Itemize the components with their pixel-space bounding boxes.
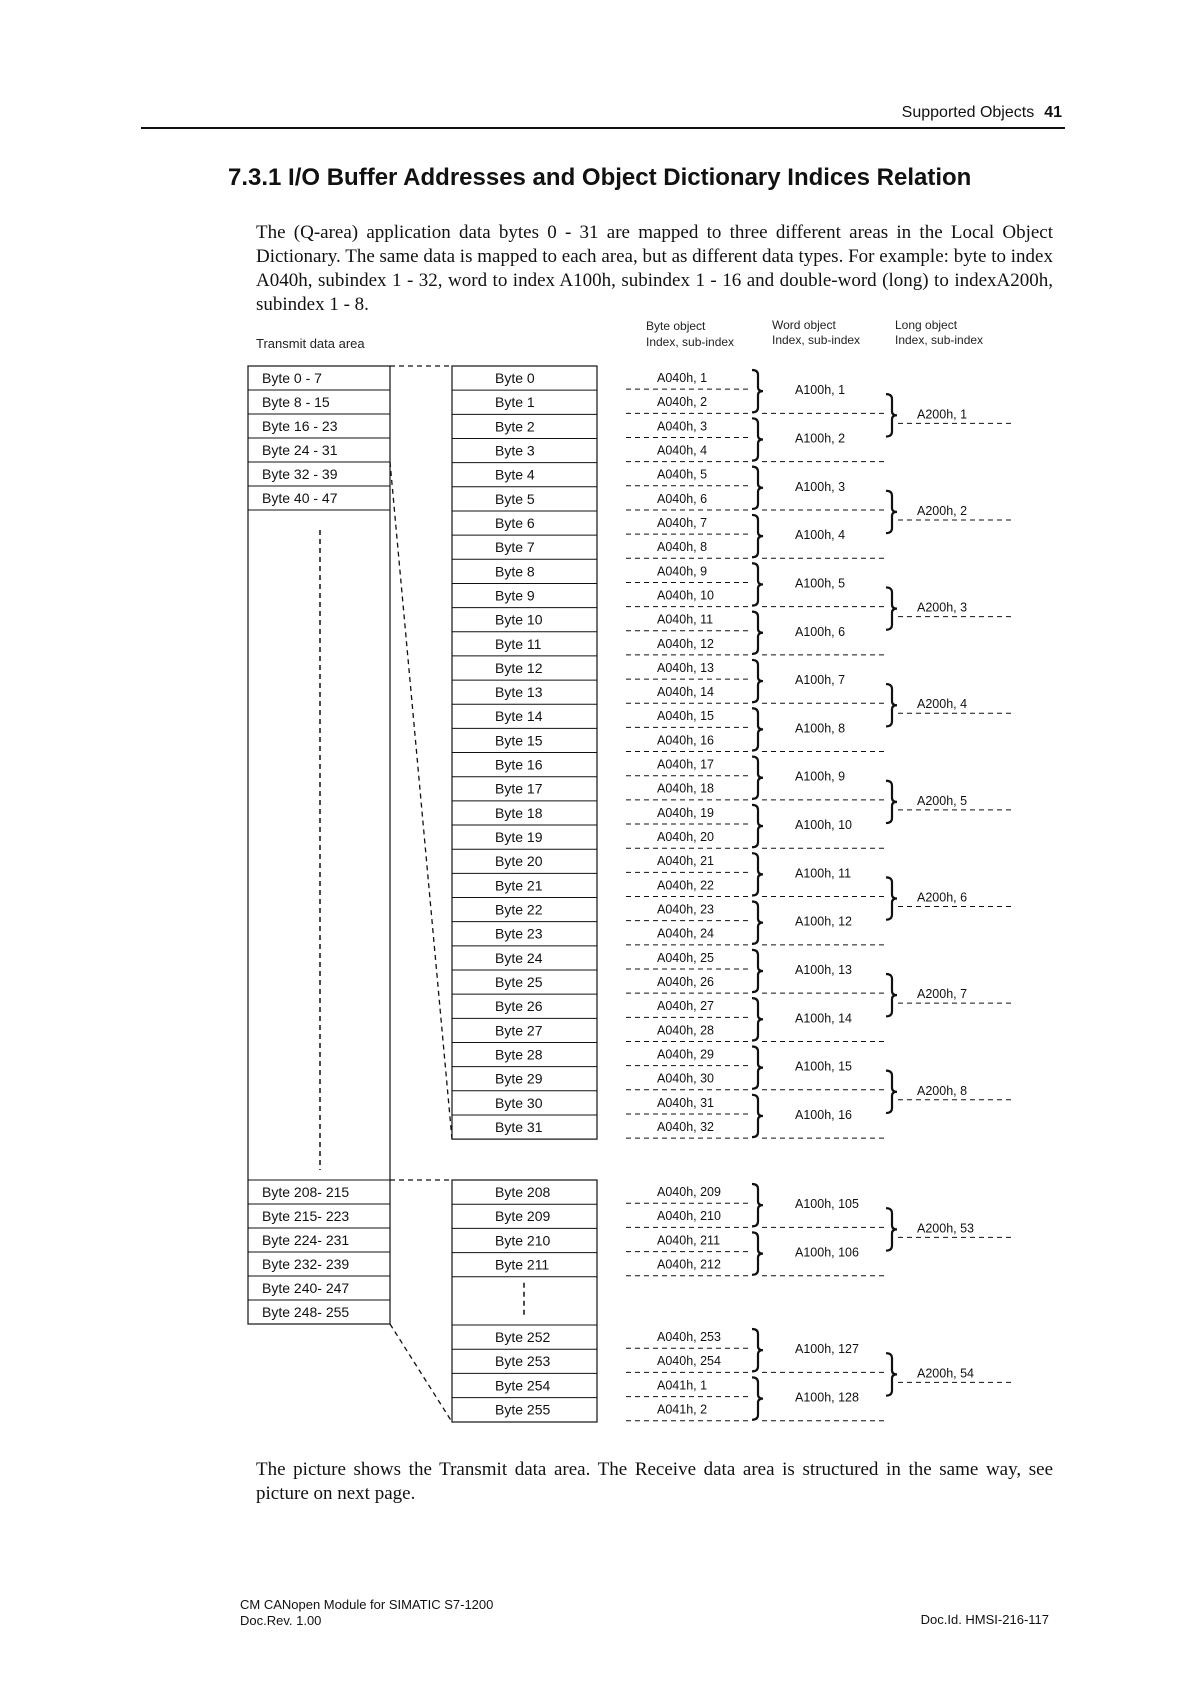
long-brace	[886, 1071, 897, 1113]
word-object-index: A100h, 11	[795, 866, 852, 881]
byte-object-index: A040h, 26	[657, 975, 714, 989]
word-object-index: A100h, 2	[795, 431, 846, 446]
word-brace	[752, 950, 763, 992]
byte-object-header: Byte object	[646, 319, 706, 333]
transmit-row-label: Byte 215- 223	[262, 1208, 350, 1224]
word-brace	[752, 515, 763, 557]
transmit-row-label: Byte 32 - 39	[262, 466, 338, 482]
long-brace	[886, 1353, 897, 1395]
footer-doc-id: Doc.Id. HMSI-216-117	[920, 1612, 1049, 1627]
long-brace	[886, 781, 897, 823]
long-object-index: A200h, 53	[917, 1221, 974, 1236]
long-brace	[886, 684, 897, 726]
long-object-index: A200h, 7	[917, 987, 968, 1002]
byte-row-label: Byte 253	[495, 1353, 551, 1370]
word-brace	[752, 1184, 763, 1226]
byte-object-index: A040h, 24	[657, 926, 714, 941]
byte-row-label: Byte 22	[495, 901, 543, 918]
transmit-row-label: Byte 224- 231	[262, 1232, 350, 1248]
byte-row-label: Byte 5	[495, 490, 535, 507]
byte-object-subheader: Index, sub-index	[646, 335, 735, 349]
byte-object-index: A040h, 16	[657, 733, 714, 748]
byte-object-index: A040h, 27	[657, 999, 714, 1014]
long-object-index: A200h, 6	[917, 890, 968, 905]
byte-object-index: A040h, 31	[657, 1095, 714, 1110]
long-object-index: A200h, 1	[917, 407, 968, 422]
byte-row-label: Byte 2	[495, 418, 535, 435]
long-object-index: A200h, 2	[917, 503, 968, 518]
word-object-index: A100h, 8	[795, 721, 846, 736]
byte-object-index: A040h, 32	[657, 1119, 714, 1134]
byte-row-label: Byte 211	[495, 1256, 550, 1273]
closing-paragraph: The picture shows the Transmit data area. The Receive data area is structured in the same way, see picture on next page.	[256, 1459, 1053, 1504]
footer-product: CM CANopen Module for SIMATIC S7-1200	[240, 1597, 494, 1612]
transmit-row-label: Byte 208- 215	[262, 1184, 350, 1200]
long-object-subheader: Index, sub-index	[895, 333, 984, 347]
word-object-index: A100h, 127	[795, 1342, 859, 1357]
word-object-index: A100h, 5	[795, 576, 846, 591]
byte-object-index: A040h, 20	[657, 830, 714, 845]
transmit-row-label: Byte 232- 239	[262, 1256, 350, 1272]
byte-row-label: Byte 254	[495, 1377, 551, 1394]
word-brace	[752, 853, 763, 895]
word-brace	[752, 805, 763, 847]
footer-left	[240, 1597, 493, 1629]
long-object-index: A200h, 4	[917, 697, 968, 712]
byte-row-label: Byte 252	[495, 1329, 551, 1345]
byte-object-index: A040h, 13	[657, 660, 714, 675]
word-object-index: A100h, 106	[795, 1245, 859, 1260]
word-object-header: Word object	[772, 318, 836, 332]
byte-row-label: Byte 23	[495, 925, 543, 942]
byte-object-index: A041h, 2	[657, 1402, 708, 1417]
byte-object-index: A040h, 15	[657, 709, 714, 724]
byte-object-index: A040h, 212	[657, 1257, 721, 1272]
byte-object-index: A040h, 3	[657, 419, 708, 434]
word-brace	[752, 370, 763, 412]
word-brace	[752, 467, 763, 509]
transmit-row-label: Byte 24 - 31	[262, 442, 338, 458]
byte-row-label: Byte 210	[495, 1232, 551, 1249]
byte-object-index: A040h, 2	[657, 395, 708, 410]
long-object-index: A200h, 3	[917, 600, 968, 615]
byte-object-index: A040h, 8	[657, 540, 708, 555]
transmit-row-label: Byte 40 - 47	[262, 490, 338, 506]
long-object-index: A200h, 5	[917, 793, 968, 808]
word-object-index: A100h, 4	[795, 528, 846, 543]
byte-row-label: Byte 4	[495, 466, 535, 483]
intro-paragraph: The (Q-area) application data bytes 0 - 31 are mapped to three different areas in the Local Object Dictionary. The same data is mapped to each area, but as different data types. For example: byte to index A040h, subindex 1 - 32, word to index A100h, subindex 1 - 16 and double-word (long) to indexA200h, subindex 1 - 8.	[256, 222, 1053, 315]
word-object-index: A100h, 14	[795, 1011, 852, 1026]
byte-object-index: A040h, 9	[657, 564, 708, 579]
word-object-index: A100h, 10	[795, 818, 852, 833]
word-brace	[752, 1046, 763, 1088]
word-brace	[752, 563, 763, 605]
word-brace	[752, 660, 763, 702]
byte-object-index: A040h, 211	[657, 1233, 721, 1248]
word-brace	[752, 757, 763, 799]
byte-row-label: Byte 31	[495, 1118, 543, 1135]
byte-object-index: A040h, 7	[657, 515, 708, 530]
header-section-name: Supported Objects	[901, 104, 1035, 121]
word-object-index: A100h, 13	[795, 963, 852, 977]
byte-object-index: A040h, 4	[657, 443, 708, 458]
byte-object-index: A041h, 1	[657, 1378, 708, 1393]
byte-row-label: Byte 21	[495, 877, 543, 894]
transmit-row-label: Byte 8 - 15	[262, 394, 330, 410]
byte-object-index: A040h, 14	[657, 685, 714, 700]
byte-row-label: Byte 9	[495, 587, 535, 604]
byte-object-index: A040h, 1	[657, 371, 708, 385]
long-brace	[886, 491, 897, 533]
byte-row-label: Byte 13	[495, 684, 543, 701]
byte-row-label: Byte 10	[495, 611, 543, 628]
byte-row-label: Byte 18	[495, 804, 543, 821]
word-object-index: A100h, 6	[795, 624, 846, 639]
byte-object-index: A040h, 17	[657, 757, 714, 772]
byte-row-label: Byte 19	[495, 829, 543, 846]
byte-object-index: A040h, 22	[657, 878, 714, 893]
transmit-row-label: Byte 248- 255	[262, 1304, 350, 1320]
byte-row-label: Byte 17	[495, 780, 543, 797]
byte-row-label: Byte 255	[495, 1401, 551, 1418]
byte-row-label: Byte 15	[495, 732, 543, 749]
word-object-index: A100h, 7	[795, 673, 846, 688]
byte-row-label: Byte 6	[495, 514, 535, 531]
word-brace	[752, 1232, 763, 1274]
word-brace	[752, 708, 763, 750]
byte-row-label: Byte 24	[495, 949, 543, 966]
word-object-index: A100h, 105	[795, 1197, 859, 1212]
word-brace	[752, 1095, 763, 1137]
word-object-index: A100h, 12	[795, 914, 852, 929]
byte-object-index: A040h, 23	[657, 902, 714, 917]
byte-object-index: A040h, 12	[657, 636, 714, 651]
byte-object-index: A040h, 210	[657, 1209, 721, 1224]
byte-row-label: Byte 29	[495, 1070, 543, 1087]
byte-row-label: Byte 11	[495, 635, 542, 652]
word-brace	[752, 612, 763, 654]
word-object-index: A100h, 16	[795, 1107, 852, 1122]
byte-row-label: Byte 3	[495, 442, 535, 459]
long-brace	[886, 587, 897, 629]
byte-row-label: Byte 209	[495, 1208, 551, 1225]
byte-object-index: A040h, 10	[657, 588, 714, 603]
transmit-row-label: Byte 16 - 23	[262, 418, 338, 434]
long-brace	[886, 974, 897, 1016]
expand-connector-bottom	[390, 462, 452, 1139]
long-brace	[886, 1208, 897, 1250]
page-number: 41	[1044, 104, 1062, 121]
word-object-index: A100h, 3	[795, 479, 846, 494]
byte-row-label: Byte 25	[495, 974, 543, 990]
long-brace	[886, 877, 897, 919]
transmit-row-label: Byte 240- 247	[262, 1280, 350, 1296]
word-object-index: A100h, 128	[795, 1390, 859, 1405]
byte-object-index: A040h, 25	[657, 950, 714, 965]
byte-row-label: Byte 14	[495, 708, 543, 725]
word-object-subheader: Index, sub-index	[772, 333, 861, 347]
byte-object-index: A040h, 30	[657, 1071, 714, 1086]
transmit-area-label: Transmit data area	[256, 336, 365, 351]
byte-row-label: Byte 8	[495, 563, 535, 580]
footer-revision: Doc.Rev. 1.00	[240, 1613, 322, 1628]
word-object-index: A100h, 9	[795, 769, 846, 784]
byte-object-index: A040h, 11	[657, 612, 714, 627]
word-brace	[752, 902, 763, 944]
long-object-index: A200h, 8	[917, 1083, 968, 1098]
byte-row-label: Byte 1	[495, 394, 535, 411]
byte-object-index: A040h, 18	[657, 781, 714, 796]
byte-object-index: A040h, 28	[657, 1023, 714, 1038]
word-brace	[752, 1377, 763, 1419]
byte-row-label: Byte 27	[495, 1022, 543, 1039]
word-brace	[752, 1329, 763, 1371]
long-brace	[886, 394, 897, 436]
byte-row-label: Byte 30	[495, 1094, 543, 1111]
byte-object-index: A040h, 6	[657, 491, 708, 506]
word-brace	[752, 998, 763, 1040]
word-brace	[752, 418, 763, 460]
byte-row-label: Byte 20	[495, 853, 543, 870]
expand-connector-bottom	[390, 1324, 452, 1422]
byte-object-index: A040h, 254	[657, 1354, 721, 1369]
transmit-row-label: Byte 0 - 7	[262, 370, 322, 386]
byte-object-index: A040h, 29	[657, 1047, 714, 1062]
byte-object-index: A040h, 209	[657, 1185, 721, 1199]
byte-object-index: A040h, 19	[657, 805, 714, 820]
word-object-index: A100h, 1	[795, 383, 846, 398]
section-title: 7.3.1 I/O Buffer Addresses and Object Dictionary Indices Relation	[228, 164, 972, 191]
byte-row-label: Byte 7	[495, 539, 535, 556]
long-object-header: Long object	[895, 318, 958, 332]
byte-object-index: A040h, 253	[657, 1330, 721, 1344]
byte-row-label: Byte 28	[495, 1046, 543, 1063]
byte-row-label: Byte 208	[495, 1184, 551, 1200]
byte-object-index: A040h, 21	[657, 854, 714, 869]
byte-row-label: Byte 16	[495, 756, 543, 773]
byte-object-index: A040h, 5	[657, 467, 708, 482]
word-object-index: A100h, 15	[795, 1059, 852, 1074]
byte-row-label: Byte 26	[495, 998, 543, 1015]
long-object-index: A200h, 54	[917, 1366, 974, 1381]
byte-row-label: Byte 0	[495, 370, 535, 386]
byte-row-label: Byte 12	[495, 659, 543, 676]
